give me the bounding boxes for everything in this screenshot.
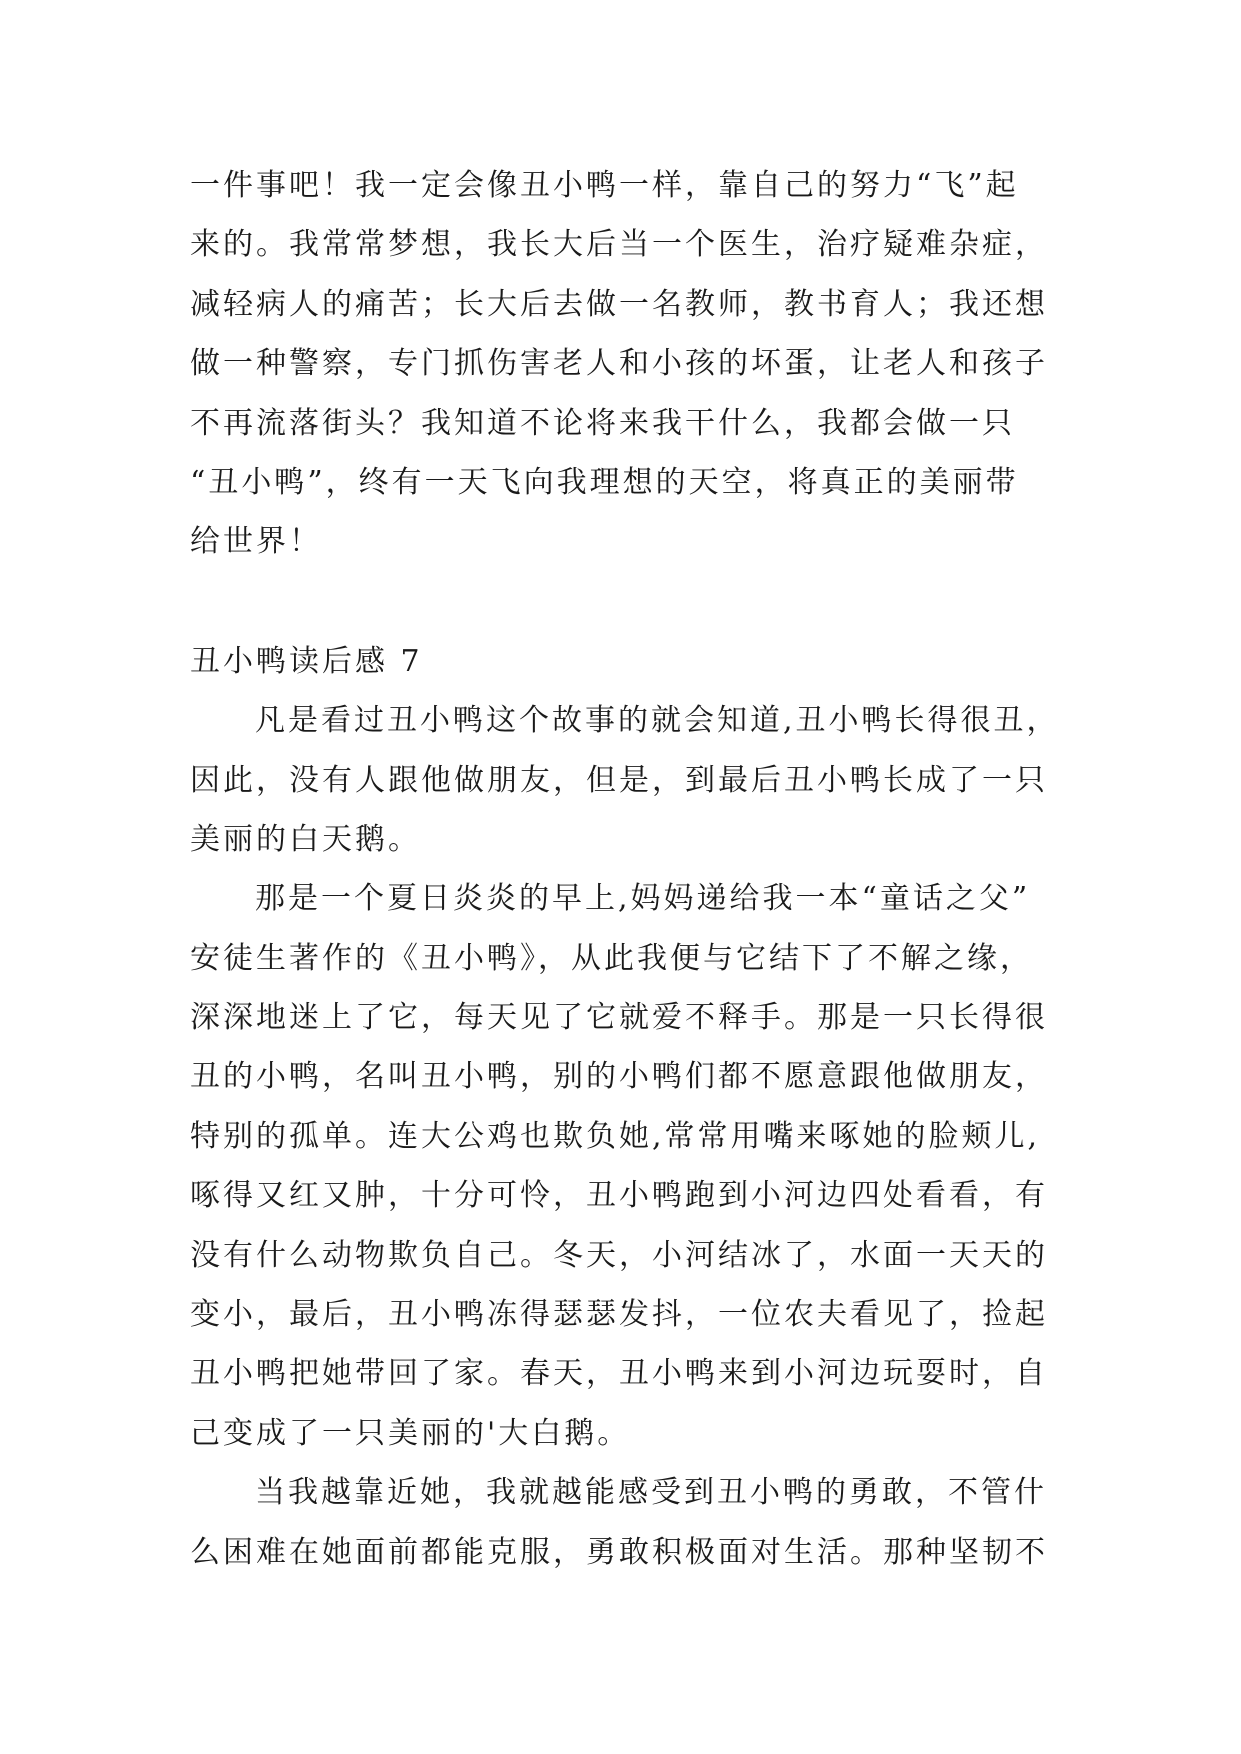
continued-paragraph: [190, 156, 1070, 572]
text-line: 么困难在她面前都能克服，勇敢积极面对生活。那种坚韧不: [190, 1534, 1048, 1570]
paragraph-1: [190, 691, 1070, 869]
text-line: 因此，没有人跟他做朋友，但是，到最后丑小鸭长成了一只: [190, 762, 1048, 798]
text-line: 当我越靠近她，我就越能感受到丑小鸭的勇敢，不管什: [255, 1475, 1047, 1511]
text-line: 安徒生著作的《丑小鸭》，从此我便与它结下了不解之缘，: [190, 940, 1033, 976]
text-line: 来的。我常常梦想，我长大后当一个医生，治疗疑难杂症，: [190, 227, 1048, 263]
text-line: 减轻病人的痛苦；长大后去做一名教师，教书育人；我还想: [190, 286, 1048, 322]
text-line: 凡是看过丑小鸭这个故事的就会知道,丑小鸭长得很丑，: [255, 703, 1060, 739]
paragraph-2: [190, 869, 1070, 1463]
text-line: 丑小鸭把她带回了家。春天，丑小鸭来到小河边玩耍时，自: [190, 1356, 1048, 1392]
text-line: 己变成了一只美丽的'大白鹅。: [190, 1415, 631, 1451]
text-line: 啄得又红又肿，十分可怜，丑小鸭跑到小河边四处看看，有: [190, 1178, 1048, 1214]
text-line: 那是一个夏日炎炎的早上,妈妈递给我一本“童话之父”: [255, 881, 1031, 917]
text-line: 丑的小鸭，名叫丑小鸭，别的小鸭们都不愿意跟他做朋友，: [190, 1059, 1048, 1095]
paragraph-3: [190, 1463, 1070, 1582]
text-line: 给世界！: [190, 524, 322, 560]
text-line: 深深地迷上了它，每天见了它就爱不释手。那是一只长得很: [190, 1000, 1048, 1036]
text-line: 美丽的白天鹅。: [190, 821, 421, 857]
section-title: 丑小鸭读后感 7: [190, 643, 423, 679]
text-line: 没有什么动物欺负自己。冬天，小河结冰了，水面一天天的: [190, 1237, 1048, 1273]
text-line: 不再流落街头？我知道不论将来我干什么，我都会做一只: [190, 405, 1015, 441]
text-line: 特别的孤单。连大公鸡也欺负她,常常用嘴来啄她的脸颊儿,: [190, 1118, 1041, 1154]
text-line: 做一种警察，专门抓伤害老人和小孩的坏蛋，让老人和孩子: [190, 346, 1048, 382]
document-body: [190, 156, 1070, 1582]
text-line: “丑小鸭”，终有一天飞向我理想的天空，将真正的美丽带: [190, 464, 1019, 500]
text-line: 一件事吧！我一定会像丑小鸭一样，靠自己的努力“飞”起: [190, 168, 1019, 203]
text-line: 变小，最后，丑小鸭冻得瑟瑟发抖，一位农夫看见了，捡起: [190, 1297, 1048, 1333]
